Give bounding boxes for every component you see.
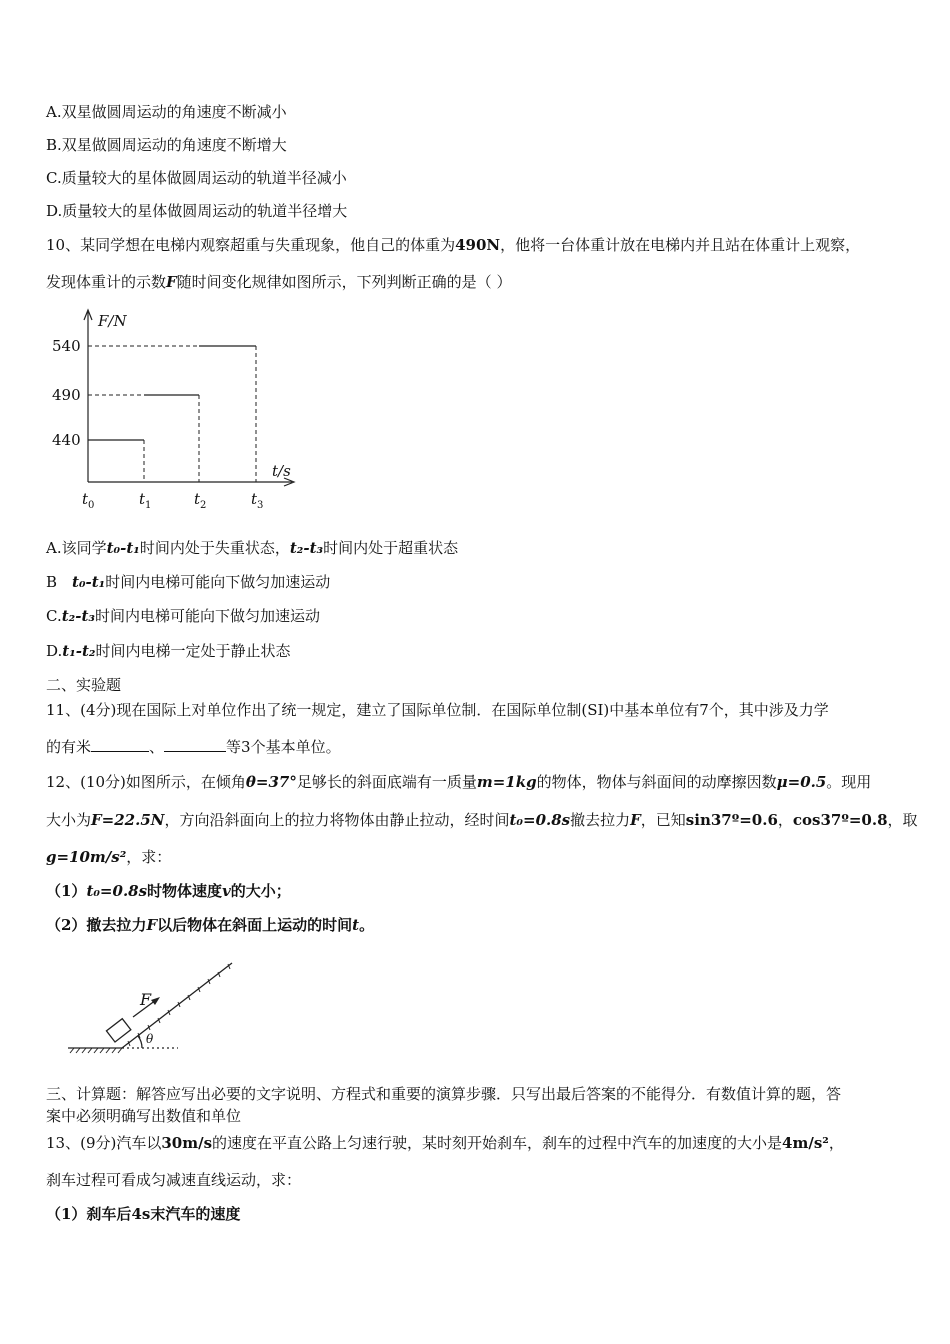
q12-gravity: g=10m/s²	[46, 848, 127, 866]
answer-blank-1[interactable]	[91, 737, 149, 752]
q12-time: t₀=0.8s	[86, 882, 148, 900]
q9-option-b: B.双星做圆周运动的角速度不断增大	[46, 136, 287, 154]
q11-text: 等3个基本单位。	[226, 738, 341, 756]
hatch	[88, 1048, 92, 1053]
q11-line2	[46, 737, 341, 757]
q10-text: ，他将一台体重计放在电梯内并且站在体重计上观察，	[500, 236, 861, 254]
q10-force-time-graph	[46, 306, 306, 516]
q12-line1	[46, 772, 871, 792]
q10-stem-line2	[46, 272, 511, 292]
hatch	[76, 1048, 80, 1053]
q9-option-c: C.质量较大的星体做圆周运动的轨道半径减小	[46, 169, 347, 187]
q10-weight: 490N	[455, 236, 501, 254]
x-tick-t3: $t_3$	[251, 490, 264, 511]
q10-option-text: A.该同学	[46, 539, 107, 557]
q10-option-a	[46, 538, 458, 558]
q9-option-d: D.质量较大的星体做圆周运动的轨道半径增大	[46, 202, 348, 220]
angle-label: θ	[146, 1032, 154, 1046]
hatch	[100, 1048, 104, 1053]
q11-line1: 11、(4分)现在国际上对单位作出了统一规定，建立了国际单位制．在国际单位制(SI)中基本单位有7个，其中涉及力学	[46, 701, 829, 719]
q13-line2: 刹车过程可看成匀减速直线运动，求：	[46, 1171, 302, 1189]
time-range: t₀-t₁	[72, 573, 106, 591]
hatch	[112, 1048, 116, 1053]
q12-line3	[46, 847, 171, 867]
q10-text: 10、某同学想在电梯内观察超重与失重现象，他自己的体重为	[46, 236, 456, 254]
q10-option-text: C.	[46, 607, 62, 625]
section-3-line1: 三、计算题：解答应写出必要的文字说明、方程式和重要的演算步骤．只写出最后答案的不能得分．有数值计算的题，答	[46, 1085, 842, 1103]
y-tick-490: 490	[52, 386, 81, 404]
q9-option-a: A.双星做圆周运动的角速度不断减小	[46, 103, 287, 121]
hatch	[70, 1048, 74, 1053]
q10-option-text: 时间内电梯可能向下做匀加速运动	[105, 573, 331, 591]
q10-var-f: F	[166, 273, 177, 291]
q12-text: ，已知	[640, 811, 686, 829]
q12-var-v: v	[222, 882, 231, 900]
q10-option-d	[46, 641, 291, 661]
force-label: F	[140, 990, 152, 1009]
y-tick-540: 540	[52, 337, 81, 355]
x-tick-t2: $t_2$	[194, 490, 207, 511]
answer-blank-2[interactable]	[164, 737, 226, 752]
q13-sub1: （1）刹车后4s末汽车的速度	[46, 1205, 241, 1223]
q12-text: 12、(10分)如图所示，在倾角	[46, 773, 246, 791]
q12-text: 的物体，物体与斜面间的动摩擦因数	[536, 773, 777, 791]
q12-sin: sin37º=0.6	[685, 811, 778, 829]
q12-var-f: F	[630, 811, 641, 829]
q12-text: （1）	[46, 882, 87, 900]
q12-text: 时物体速度	[147, 882, 223, 900]
time-range: t₂-t₃	[289, 539, 324, 557]
hatch	[118, 1048, 122, 1053]
q12-var-t: t	[352, 916, 360, 934]
section-2-title: 二、实验题	[46, 676, 122, 694]
y-axis-label: F/N	[98, 312, 127, 330]
y-tick-440: 440	[52, 431, 81, 449]
x-tick-t0: $t_0$	[82, 490, 95, 511]
q12-text: 的大小；	[230, 882, 291, 900]
hatch	[82, 1048, 86, 1053]
q12-text: ，取	[887, 811, 918, 829]
q12-cos: cos37º=0.8	[792, 811, 888, 829]
q12-text: 以后物体在斜面上运动的时间	[157, 916, 353, 934]
q12-text: 大小为	[46, 811, 92, 829]
x-axis-label: t/s	[272, 462, 291, 480]
block	[106, 1019, 130, 1042]
q12-text: 撤去拉力	[570, 811, 631, 829]
q12-mass: m=1kg	[476, 773, 537, 791]
q10-option-text: 时间内电梯可能向下做匀加速运动	[94, 607, 320, 625]
time-range: t₁-t₂	[62, 642, 96, 660]
q10-option-text: 时间内处于失重状态，	[139, 539, 290, 557]
time-range: t₀-t₁	[106, 539, 140, 557]
q10-option-text: D.	[46, 642, 63, 660]
q10-text: 发现体重计的示数	[46, 273, 167, 291]
q12-text: 足够长的斜面底端有一质量	[296, 773, 477, 791]
q10-text: 随时间变化规律如图所示，下列判断正确的是（ ）	[176, 273, 512, 291]
section-3-line2: 案中必须明确写出数值和单位	[46, 1107, 242, 1125]
time-range: t₂-t₃	[61, 607, 95, 625]
q13-line1	[46, 1133, 844, 1153]
q13-text: ，	[828, 1134, 844, 1152]
q13-text: 的速度在平直公路上匀速行驶，某时刻开始刹车，刹车的过程中汽车的加速度的大小是	[212, 1134, 783, 1152]
x-tick-t1: $t_1$	[139, 490, 152, 511]
q12-time: t₀=0.8s	[509, 811, 571, 829]
q12-mu: μ=0.5	[776, 773, 827, 791]
q10-option-text: B	[46, 573, 73, 591]
q12-text: 。	[359, 916, 375, 934]
hatch	[106, 1048, 110, 1053]
q13-speed: 30m/s	[161, 1134, 213, 1152]
q12-incline-figure	[60, 955, 250, 1060]
q10-option-text: 时间内电梯一定处于静止状态	[95, 642, 291, 660]
hatch	[94, 1048, 98, 1053]
q12-text: （2）撤去拉力	[46, 916, 147, 934]
q10-option-text: 时间内处于超重状态	[323, 539, 459, 557]
q11-text: 的有米	[46, 738, 92, 756]
q11-separator: 、	[149, 738, 165, 756]
q12-text: ，求：	[126, 848, 172, 866]
q10-option-c	[46, 606, 320, 626]
q13-text: 13、(9分)汽车以	[46, 1134, 162, 1152]
q12-text: 。现用	[826, 773, 872, 791]
force-arrow-head	[151, 997, 160, 1005]
q12-theta: θ=37°	[245, 773, 297, 791]
q10-stem-line1	[46, 235, 860, 255]
q10-option-b	[46, 572, 330, 592]
q12-sub2	[46, 915, 374, 935]
q12-var-f: F	[146, 916, 158, 934]
q12-text: ，方向沿斜面向上的拉力将物体由静止拉动，经时间	[164, 811, 510, 829]
q13-acceleration: 4m/s²	[782, 1134, 829, 1152]
q12-force: F=22.5N	[91, 811, 165, 829]
q12-line2: 大小为F=22.5N，方向沿斜面向上的拉力将物体由静止拉动，经时间t₀=0.8s撤去拉力F，已知sin37º=0.6，cos37º=0.8，取	[46, 811, 918, 829]
q12-sub1	[46, 881, 291, 901]
